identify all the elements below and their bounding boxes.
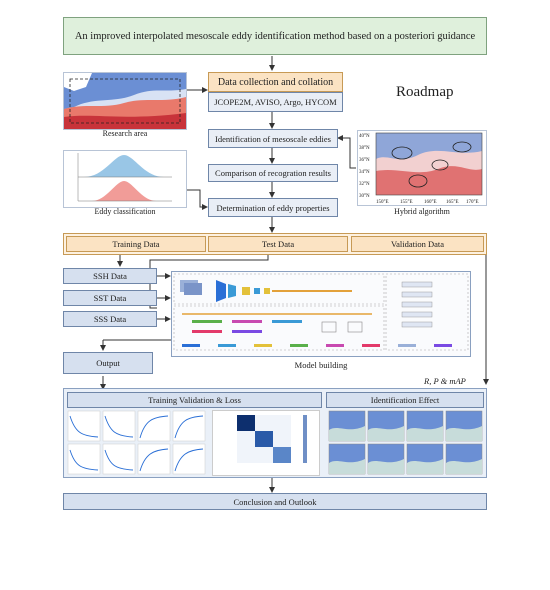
lat-label: 36°N xyxy=(359,158,370,163)
data-collection-title: Data collection and collation xyxy=(208,72,343,92)
hybrid-algorithm-caption: Hybrid algorithm xyxy=(394,207,450,216)
lat-label: 34°N xyxy=(359,170,370,175)
lon-label: 155°E xyxy=(400,200,413,205)
lon-label: 165°E xyxy=(446,200,459,205)
roadmap-label: Roadmap xyxy=(396,84,454,100)
lon-label: 150°E xyxy=(376,200,389,205)
identification-effect-header: Identification Effect xyxy=(326,392,484,408)
ssh-data: SSH Data xyxy=(63,268,157,284)
test-data: Test Data xyxy=(208,236,348,252)
confusion-matrix xyxy=(212,410,320,476)
training-data: Training Data xyxy=(66,236,206,252)
training-curves xyxy=(67,410,207,476)
hybrid-algorithm-map xyxy=(357,130,487,206)
identification-step: Identification of mesoscale eddies xyxy=(208,129,338,148)
lat-label: 38°N xyxy=(359,146,370,151)
lat-label: 40°N xyxy=(359,134,370,139)
model-building-caption: Model building xyxy=(294,360,348,370)
sss-data: SSS Data xyxy=(63,311,157,327)
eddy-classification-caption: Eddy classification xyxy=(94,207,156,216)
sst-data: SST Data xyxy=(63,290,157,306)
validation-data: Validation Data xyxy=(351,236,484,252)
data-sources: JCOPE2M, AVISO, Argo, HYCOM xyxy=(208,92,343,112)
diagram-title: An improved interpolated mesoscale eddy identification method based on a posteriori guidance xyxy=(63,17,487,55)
output-box: Output xyxy=(63,352,153,374)
conclusion-box: Conclusion and Outlook xyxy=(63,493,487,510)
lat-label: 30°N xyxy=(359,194,370,199)
lon-label: 170°E xyxy=(466,200,479,205)
metrics-label: R, P & mAP xyxy=(424,376,466,386)
eddy-classification-chart xyxy=(63,150,187,208)
comparison-step: Comparison of recogration results xyxy=(208,164,338,182)
determination-step: Determination of eddy properties xyxy=(208,198,338,217)
lon-label: 160°E xyxy=(424,200,437,205)
research-area-map xyxy=(63,72,187,130)
model-architecture-figure xyxy=(171,271,471,357)
lat-label: 32°N xyxy=(359,182,370,187)
research-area-caption: Research area xyxy=(102,129,148,138)
identification-effect-grid xyxy=(328,410,484,476)
training-loss-header: Training Validation & Loss xyxy=(67,392,322,408)
